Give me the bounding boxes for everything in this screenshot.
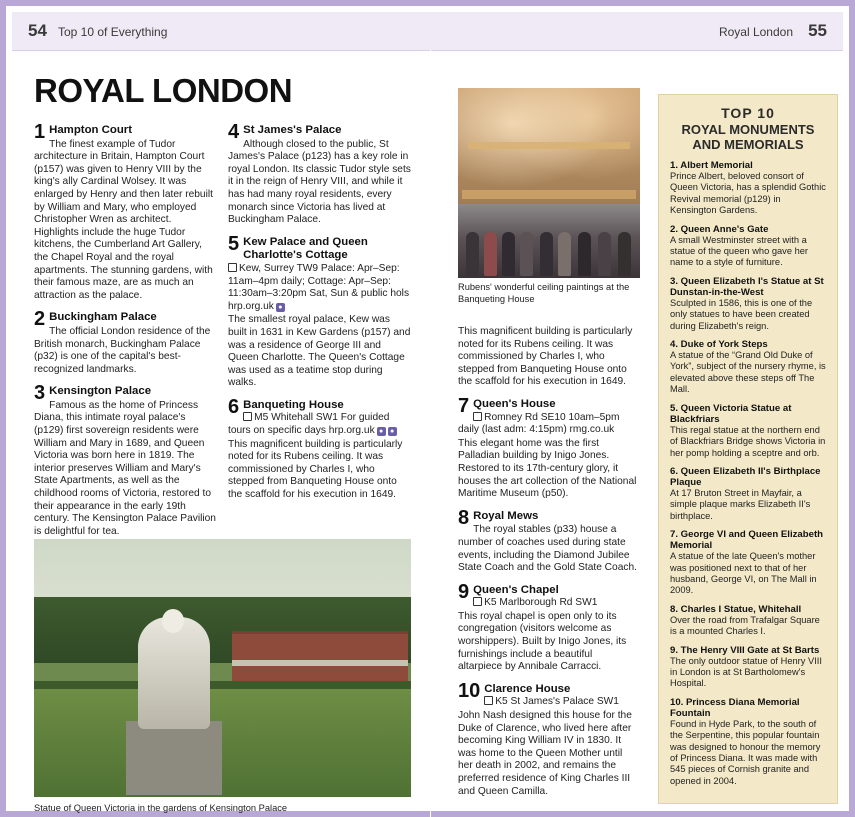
list-item	[458, 679, 638, 798]
running-title-left: Top 10 of Everything	[58, 25, 168, 39]
item-heading: Banqueting House	[243, 398, 344, 411]
top10-kicker: TOP 10	[721, 105, 775, 121]
visitor-figure	[558, 232, 571, 276]
item-body: The official London residence of the British monarch, Buckingham Palace (p32) is one of the capital's best-recognized landmarks.	[34, 325, 211, 375]
visitors-crowd	[458, 204, 640, 278]
top10-entry-head: 1. Albert Memorial	[670, 160, 753, 171]
top10-entry	[670, 160, 826, 217]
item-meta-text: Romney Rd SE10 10am–5pm daily (last adm: 4:15pm) rmg.co.uk	[458, 411, 620, 436]
location-icon	[228, 263, 237, 272]
text-column-2	[228, 121, 411, 511]
map-ref-icon	[243, 412, 252, 421]
statue-head	[162, 609, 184, 633]
text-column-3	[458, 326, 638, 807]
visitor-figure	[520, 232, 533, 276]
item-meta-text: M5 Whitehall SW1 For guided tours on specific days hrp.org.uk	[228, 412, 390, 437]
top10-entry	[670, 403, 826, 459]
visitor-figure	[502, 232, 515, 276]
item-meta	[458, 696, 638, 709]
top10-entry	[670, 697, 826, 787]
banqueting-house-photo	[458, 88, 640, 278]
list-item	[458, 580, 638, 674]
page-gutter	[430, 50, 431, 817]
gilt-band-upper	[468, 142, 630, 149]
item-meta	[458, 412, 638, 437]
list-item	[458, 394, 638, 501]
queen-victoria-statue	[138, 617, 210, 729]
item-meta-text: Kew, Surrey TW9 Palace: Apr–Sep: 11am–4pm daily; Cottage: Apr–Sep: 11:30am–3:20pm Sat, Sun & public hols hrp.org.uk	[228, 262, 410, 312]
statue-plinth	[126, 721, 222, 795]
top10-entry-body: Prince Albert, beloved consort of Queen Victoria, has a splendid Gothic Revival memorial (p129) in Kensington Gardens.	[670, 171, 826, 216]
top10-entry-body: Found in Hyde Park, to the south of the Serpentine, this popular fountain was designed to honour the memory of Princess Diana. It was made with 545 pieces of Cornish granite and opened in 2004.	[670, 718, 821, 786]
item-heading: Royal Mews	[473, 509, 539, 522]
visitor-figure	[618, 232, 631, 276]
lawn	[34, 689, 411, 797]
item-body: Although closed to the public, St James's Palace (p123) has a key role in royal London. Its classic Tudor style sets it in the reign of Henry VIII, and while it has had many royal residents, every monarch since Victoria has lived at Buckingham Palace.	[228, 138, 411, 226]
item-number: 10	[458, 679, 481, 702]
photo-caption-top: Rubens' wonderful ceiling paintings at the Banqueting House	[458, 282, 630, 304]
item-heading: Buckingham Palace	[49, 311, 157, 324]
top10-entry-body: A statue of the late Queen's mother was positioned next to that of her husband, George VI, on The Mall in 2009.	[670, 551, 817, 596]
item-heading: Queen's House	[473, 397, 556, 410]
list-item	[34, 382, 217, 538]
item-number: 6	[228, 395, 240, 418]
item-body: Famous as the home of Princess Diana, this intimate royal palace's (p129) first sovereign residents were William and Mary in 1689, and Queen Victoria was born here in 1819. The interior preserves William and Mary's State Apartments, as well as the childhood rooms of Victoria, restored to their appearance in the early 19th century. The Kensington Palace Pavilion is delightful for tea.	[34, 399, 216, 537]
item-number: 3	[34, 382, 46, 405]
running-head	[12, 12, 843, 51]
item-body: John Nash designed this house for the Duke of Clarence, who lived here after becoming King William IV in 1830. It was home to the Queen Mother until her death in 2002, and remains the preferred residence of King Charles III and Queen Camilla.	[458, 710, 632, 797]
item-heading: Hampton Court	[49, 124, 133, 136]
top10-entry-body: A small Westminster street with a statue of the queen who gave her name to a style of furniture.	[670, 234, 809, 268]
visitor-figure	[578, 232, 591, 276]
item-meta-text: K5 Marlborough Rd SW1	[484, 597, 598, 609]
item-heading: Kensington Palace	[49, 385, 152, 398]
item-heading: Queen's Chapel	[473, 583, 559, 596]
photo-caption-bottom: Statue of Queen Victoria in the gardens of Kensington Palace	[34, 803, 288, 813]
top10-entry-body: This regal statue at the northern end of Blackfriars Bridge shows Victoria in her pomp holding a sceptre and orb.	[670, 424, 826, 458]
folio-right: 55	[808, 21, 827, 40]
top10-entry-head: 10. Princess Diana Memorial Fountain	[670, 696, 800, 719]
list-item	[458, 506, 638, 575]
item-meta	[228, 412, 411, 437]
top10-entry-head: 4. Duke of York Steps	[670, 339, 768, 351]
kensington-palace-photo	[34, 539, 411, 797]
continued-body: This magnificent building is particularly noted for its Rubens ceiling. It was commissioned by Charles I, who stepped from Banqueting House onto the scaffold for his execution in 1649.	[458, 326, 633, 388]
item-meta	[458, 597, 638, 610]
top10-entry-head: 2. Queen Anne's Gate	[670, 223, 769, 235]
top10-entry-body: Sculpted in 1586, this is one of the only statues to have been created during Elizabeth's reign.	[670, 297, 813, 331]
accessibility-icon: ●	[388, 427, 397, 436]
map-ref-icon	[473, 597, 482, 606]
item-number: 7	[458, 394, 470, 417]
item-body: The smallest royal palace, Kew was built in 1631 in Kew Gardens (p157) and was a residence of George III and Queen Charlotte. The Queen's Cottage was used as a teatime stop during walks.	[228, 314, 411, 389]
running-title-right: Royal London	[718, 25, 793, 39]
top10-entry	[670, 604, 826, 638]
item-number: 9	[458, 580, 470, 603]
item-body: The finest example of Tudor architecture in Britain, Hampton Court (p157) was given to Henry VIII by the king's ally Cardinal Wolsey. It was enlarged by Henry and then later rebuilt by William and Mary, who employed Christopher Wren as architect. Highlights include the huge Tudor kitchens, the Cumberland Art Gallery, the Chapel Royal and the royal apartments. The stunning gardens, with their famous maze, are as much an attraction as the palace.	[34, 138, 213, 301]
top10-entry-body: Over the road from Trafalgar Square is a mounted Charles I.	[670, 614, 820, 637]
top10-entry-head: 7. George VI and Queen Elizabeth Memorial	[670, 529, 824, 552]
top10-entry-head: 5. Queen Victoria Statue at Blackfriars	[670, 402, 792, 425]
item-number: 5	[228, 232, 240, 255]
visitor-figure	[598, 232, 611, 276]
globe-icon: ●	[377, 427, 386, 436]
item-meta	[228, 263, 411, 313]
top10-entry-head: 8. Charles I Statue, Whitehall	[670, 603, 802, 615]
top10-entry	[670, 466, 826, 522]
top10-sidebar	[658, 94, 838, 804]
top10-entry	[670, 529, 826, 597]
top10-title: ROYAL MONUMENTS AND MEMORIALS	[681, 122, 815, 152]
list-item	[228, 232, 411, 390]
text-column-1	[34, 121, 217, 547]
item-number: 8	[458, 506, 470, 529]
item-heading: Clarence House	[484, 682, 571, 695]
top10-entry-body: The only outdoor statue of Henry VIII in London is at St Bartholomew's Hospital.	[670, 655, 822, 689]
top10-entry-body: A statue of the “Grand Old Duke of York”, subject of the nursery rhyme, is elevated above these steps off The Mall.	[670, 350, 826, 395]
folio-left: 54	[28, 21, 47, 40]
top10-entry	[670, 339, 826, 396]
list-item	[34, 121, 217, 302]
item-meta-text: K5 St James's Palace SW1	[495, 696, 619, 708]
item-heading: Kew Palace and Queen Charlotte's Cottage	[243, 235, 368, 262]
list-item	[228, 121, 411, 227]
top10-entry	[670, 224, 826, 269]
top10-entry-body: At 17 Bruton Street in Mayfair, a simple plaque marks Elizabeth II's birthplace.	[670, 487, 811, 521]
item-body: The royal stables (p33) house a number of coaches used during state events, including the Diamond Jubilee State Coach and the Gold State Coach.	[458, 524, 637, 574]
list-item	[34, 308, 217, 376]
map-ref-icon	[484, 696, 493, 705]
location-icon	[473, 412, 482, 421]
item-number: 2	[34, 308, 46, 331]
item-body: This magnificent building is particularly noted for its Rubens ceiling. It was commissioned by Charles I, who stepped from Banqueting House onto the scaffold for his execution in 1649.	[228, 438, 403, 501]
item-body: This elegant home was the first Palladian building by Inigo Jones. Restored to its 17th-century glory, it houses the art collection of the National Maritime Museum (p50).	[458, 437, 637, 500]
visitor-figure	[540, 232, 553, 276]
top10-entry-head: 9. The Henry VIII Gate at St Barts	[670, 644, 820, 656]
item-number: 4	[228, 121, 240, 143]
item-heading: St James's Palace	[243, 124, 342, 136]
top10-entry-head: 3. Queen Elizabeth I's Statue at St Dunstan-in-the-West	[670, 275, 824, 298]
top10-entry	[670, 276, 826, 332]
page-title: ROYAL LONDON	[34, 72, 293, 109]
item-body: This royal chapel is open only to its congregation (visitors welcome as worshippers). Built by Inigo Jones, its furnishings include a beautiful altarpiece by Annibale Carracci.	[458, 610, 627, 673]
gilt-band-lower	[462, 190, 636, 199]
visitor-figure	[466, 232, 479, 276]
visitor-figure	[484, 232, 497, 276]
item-number: 1	[34, 121, 46, 143]
list-item	[228, 395, 411, 502]
globe-icon: ●	[276, 303, 285, 312]
top10-entry-head: 6. Queen Elizabeth II's Birthplace Plaque	[670, 465, 821, 488]
top10-entry	[670, 645, 826, 690]
